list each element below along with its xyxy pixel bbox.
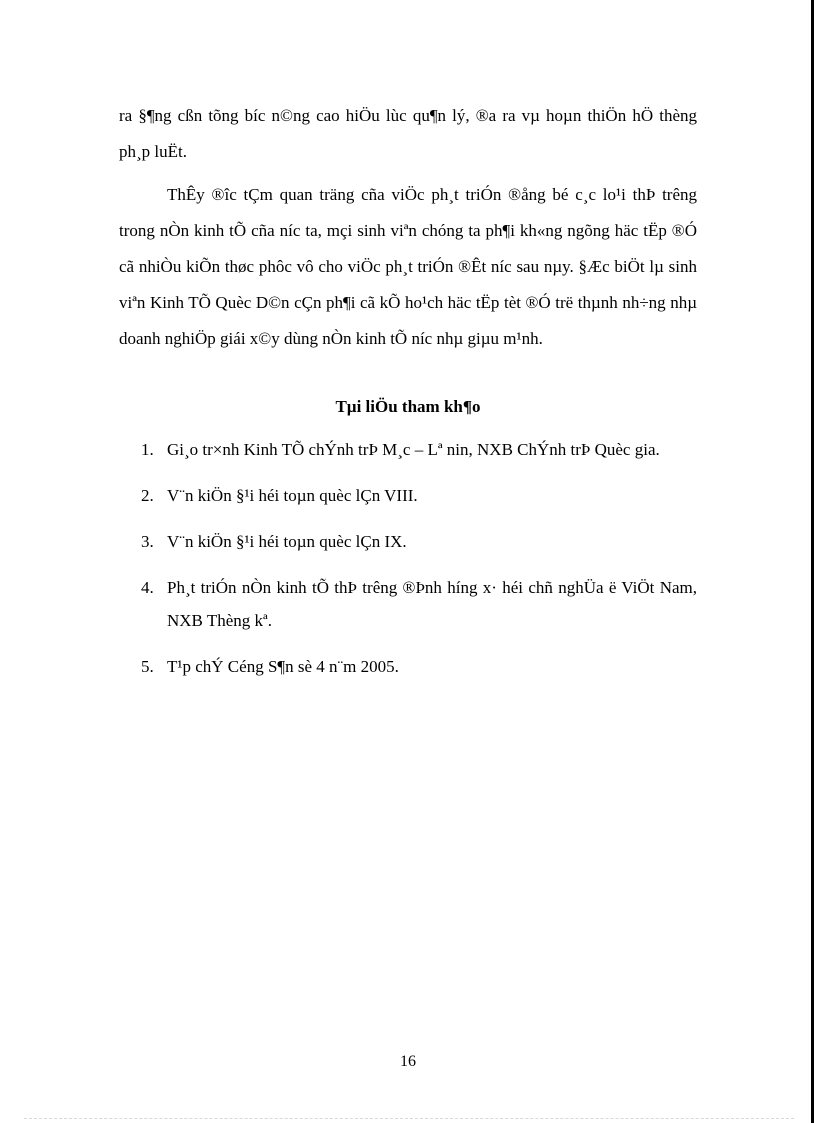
reference-number: 1. (141, 440, 154, 459)
paragraph-conclusion: ThÊy ®îc tÇm quan träng cña viÖc ph¸t triÓn ®ång bé c¸c lo¹i thÞ trêng trong nÒn kinh tÕ cña níc ta, mçi sinh viªn chóng ta ph¶i kh«ng ngõng häc tËp ®Ó cã nhiÒu kiÕn thøc phôc vô cho viÖc ph¸t triÓn ®Êt níc sau nµy. §Æc biÖt lµ sinh viªn Kinh TÕ Quèc D©n cÇn ph¶i cã kÕ ho¹ch häc tËp tèt ®Ó trë thµnh nh÷ng nhµ doanh nghiÖp giái x©y dùng nÒn kinh tÕ níc nhµ giµu m¹nh. (119, 185, 697, 348)
reference-item-5 (119, 650, 697, 683)
paragraph-continuation: ra §¶ng cßn tõng bíc n©ng cao hiÖu lùc qu¶n lý, ®a ra vµ hoµn thiÖn hÖ thèng ph¸p luËt. (119, 106, 697, 161)
reference-text: T¹p chÝ Céng S¶n sè 4 n¨m 2005. (167, 657, 399, 676)
reference-number: 4. (141, 578, 154, 597)
reference-item-3 (119, 525, 697, 558)
reference-number: 2. (141, 486, 154, 505)
references-heading: Tµi liÖu tham kh¶o (335, 397, 481, 416)
reference-item-4 (119, 571, 697, 637)
references-list (119, 433, 697, 696)
reference-text: Ph¸t triÓn nÒn kinh tÕ thÞ trêng ®Þnh híng x· héi chñ nghÜa ë ViÖt Nam, NXB Thèng kª. (167, 578, 697, 630)
reference-text: V¨n kiÖn §¹i héi toµn quèc lÇn IX. (167, 532, 407, 551)
reference-number: 5. (141, 657, 154, 676)
reference-item-2 (119, 479, 697, 512)
page-bottom-rule (24, 1118, 794, 1119)
page-number: 16 (400, 1053, 416, 1070)
reference-text: V¨n kiÖn §¹i héi toµn quèc lÇn VIII. (167, 486, 418, 505)
page-right-border (811, 0, 814, 1123)
reference-item-1 (119, 433, 697, 466)
reference-text: Gi¸o tr×nh Kinh TÕ chÝnh trÞ M¸c – Lª nin, NXB ChÝnh trÞ Quèc gia. (167, 440, 660, 459)
reference-number: 3. (141, 532, 154, 551)
